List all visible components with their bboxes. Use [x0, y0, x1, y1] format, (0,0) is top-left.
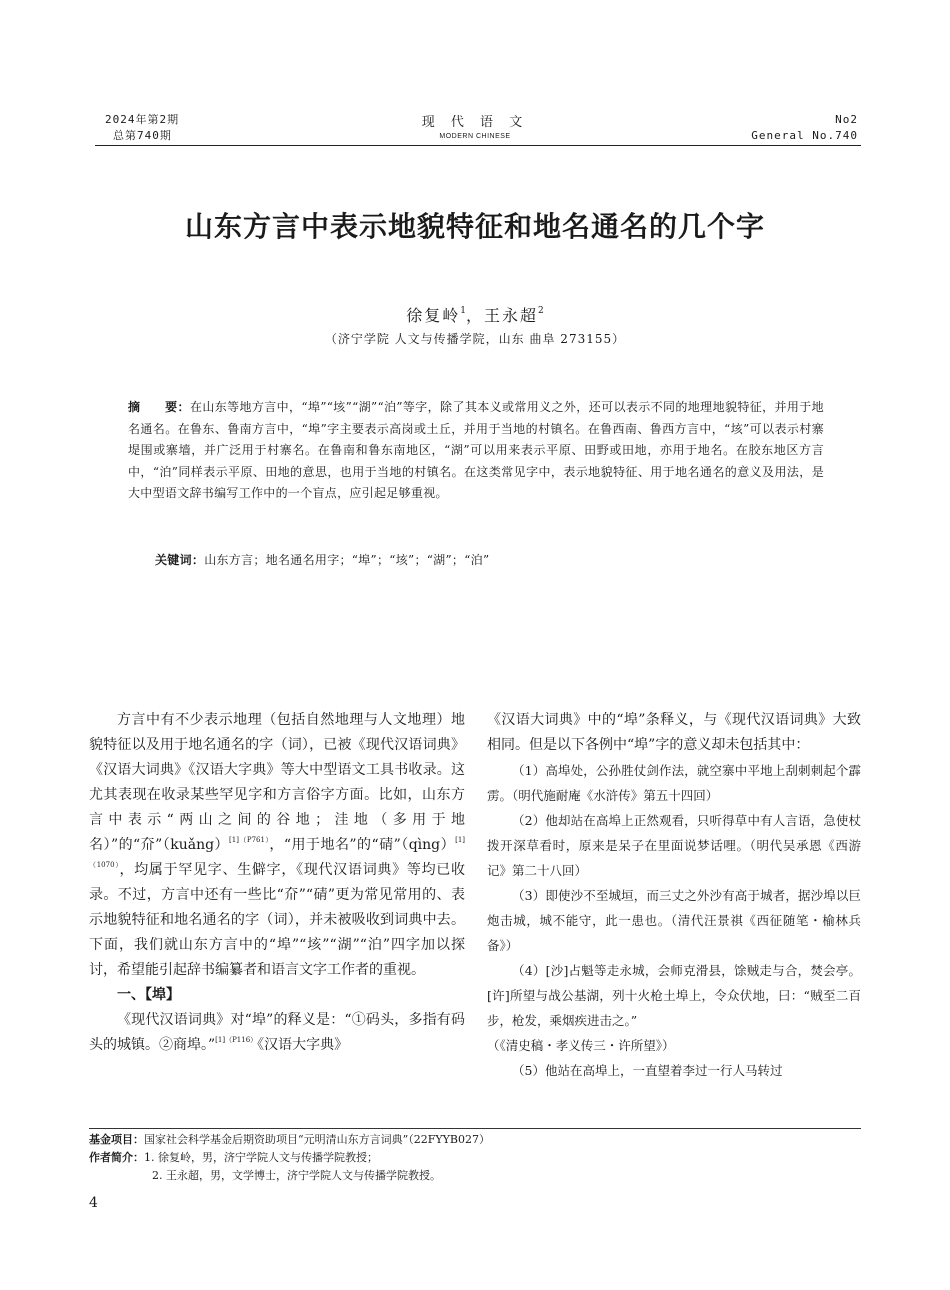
- keywords: [155, 551, 825, 568]
- author-note-1: 1. 徐复岭，男，济宁学院人文与传播学院教授；: [144, 1151, 378, 1164]
- abstract-text: 在山东等地方言中，“埠”“垓”“湖”“泊”等字，除了其本义或常用义之外，还可以表示不同的地理地貌特征，并用于地名通名。在鲁东、鲁南方言中，“埠”字主要表示高岗或土丘，并用于当地的村镇名。在鲁西南、鲁西方言中，“垓”可以表示村寨堤围或寨墙，并广泛用于村寨名。在鲁南和鲁东南地区，“湖”可以用来表示平原、田野或田地，亦用于地名。在胶东地区方言中，“泊”同样表示平原、田地的意思，也用于当地的村镇名。在这类常见字中，表示地貌特征、用于地名通名的意义及用法，是大中型语文辞书编写工作中的一个盲点，应引起足够重视。: [128, 400, 824, 500]
- keywords-text: 山东方言；地名通名用字；“埠”；“垓”；“湖”；“泊”: [204, 553, 490, 567]
- header-left: [105, 112, 179, 144]
- body-column-left: [89, 708, 465, 1058]
- example-quote: （5）他站在高埠上，一直望着李过一行人马转过: [512, 1063, 783, 1078]
- example-source: （《清史稿・孝义传三・许所望》）: [487, 1038, 675, 1053]
- fund-note: [89, 1131, 861, 1149]
- body-paragraph: 《汉语大词典》中的“埠”条释义，与《现代汉语词典》大致相同。但是以下各例中“埠”字的意义却未包括其中：: [487, 712, 861, 753]
- section-heading: 一、【埠】: [117, 987, 180, 1003]
- example-quote: （2）他却站在高埠上正然观看，只听得草中有人言语，急使杖拨开深草看时，原来是呆子在里面说梦话哩。（明代吴承恩《西游记》第二十八回）: [487, 813, 861, 878]
- author-note-label: 作者简介：: [89, 1151, 144, 1164]
- article-title: 山东方言中表示地貌特征和地名通名的几个字: [184, 210, 765, 243]
- example-quote: （4）[沙]占魁等走永城，会师克滑县，馀贼走与合，焚会亭。[许]所望与战公基湖，列十火枪土埠上，令众伏地，曰：“贼至二百步，枪发，乘烟疾进击之。”: [487, 963, 861, 1028]
- keywords-label: 关键词：: [155, 553, 205, 567]
- issue-cn: 2024年第2期: [105, 113, 180, 126]
- author-1-affil-mark: 1: [460, 306, 466, 316]
- page-number: 4: [89, 1195, 98, 1211]
- footnotes: [89, 1131, 861, 1185]
- total-issue-en: General No.740: [751, 129, 858, 142]
- issue-en: No2: [835, 113, 858, 126]
- author-note-2: 2. 王永超，男，文学博士，济宁学院人文与传播学院教授。: [152, 1169, 441, 1182]
- abstract-label: 摘 要：: [128, 400, 190, 414]
- header-right: [751, 112, 858, 144]
- affiliation: （济宁学院 人文与传播学院，山东 曲阜 273155）: [324, 332, 626, 346]
- header-rule: [95, 145, 861, 146]
- citation-ref: [1]（P116）: [215, 1036, 258, 1044]
- author-2-affil-mark: 2: [538, 306, 544, 316]
- body-column-right: [487, 708, 861, 1083]
- author-note: [89, 1149, 861, 1167]
- fund-label: 基金项目：: [89, 1133, 144, 1146]
- footnote-rule: [89, 1128, 861, 1129]
- journal-name: [395, 114, 555, 142]
- journal-name-en: MODERN CHINESE: [439, 133, 511, 140]
- author-2: 王永超: [484, 306, 539, 325]
- author-separator: ，: [465, 306, 484, 325]
- citation-ref: [1]（P761）: [229, 836, 270, 844]
- example-quote: （3）即使沙不至城垣，而三丈之外沙有高于城者，据沙埠以巨炮击城，城不能守，此一患也。（清代汪景祺《西征随笔・榆林兵备》）: [487, 888, 861, 953]
- body-paragraph: 方言中有不少表示地理（包括自然地理与人文地理）地貌特征以及用于地名通名的字（词），已被《现代汉语词典》《汉语大词典》《汉语大字典》等大中型语文工具书收录。这尤其表现在收录某些罕见字和方言俗字方面。比如，山东方言中表示“两山之间的谷地；洼地（多用于地名）”的“夼”（kuǎng）$^{[1](P761)}$，“用于地名”的“碃”（qìng）$^{[1](1070)}$，均属于罕见字、生僻字，《现代汉语词典》等均已收录。不过，方言中还有一些比“夼”“碃”更为常见常用的、表示地貌特征和地名通名的字（词），并未被吸收到词典中去。下面，我们就山东方言中的“埠”“垓”“湖”“泊”四字加以探讨，希望能引起辞书编纂者和语言文字工作者的重视。: [89, 712, 466, 978]
- body-paragraph: 《现代汉语词典》对“埠”的释义是：“①码头，多指有码头的城镇。②商埠。”$^{[1](P116)}$《汉语大字典》: [89, 1012, 465, 1053]
- journal-name-cn: 现 代 语 文: [421, 115, 529, 130]
- example-quote: （1）高埠处，公孙胜仗剑作法，就空寨中平地上刮刺刺起个霹雳。（明代施耐庵《水浒传》第五十四回）: [487, 763, 861, 803]
- author-1: 徐复岭: [406, 306, 461, 325]
- fund-text: 国家社会科学基金后期资助项目“元明清山东方言词典”（22FYYB027）: [144, 1133, 490, 1146]
- authors-line: [0, 303, 950, 326]
- citation-ref: [1]（1070）: [89, 836, 466, 869]
- total-issue-cn: 总第740期: [113, 129, 172, 142]
- abstract: [128, 397, 824, 505]
